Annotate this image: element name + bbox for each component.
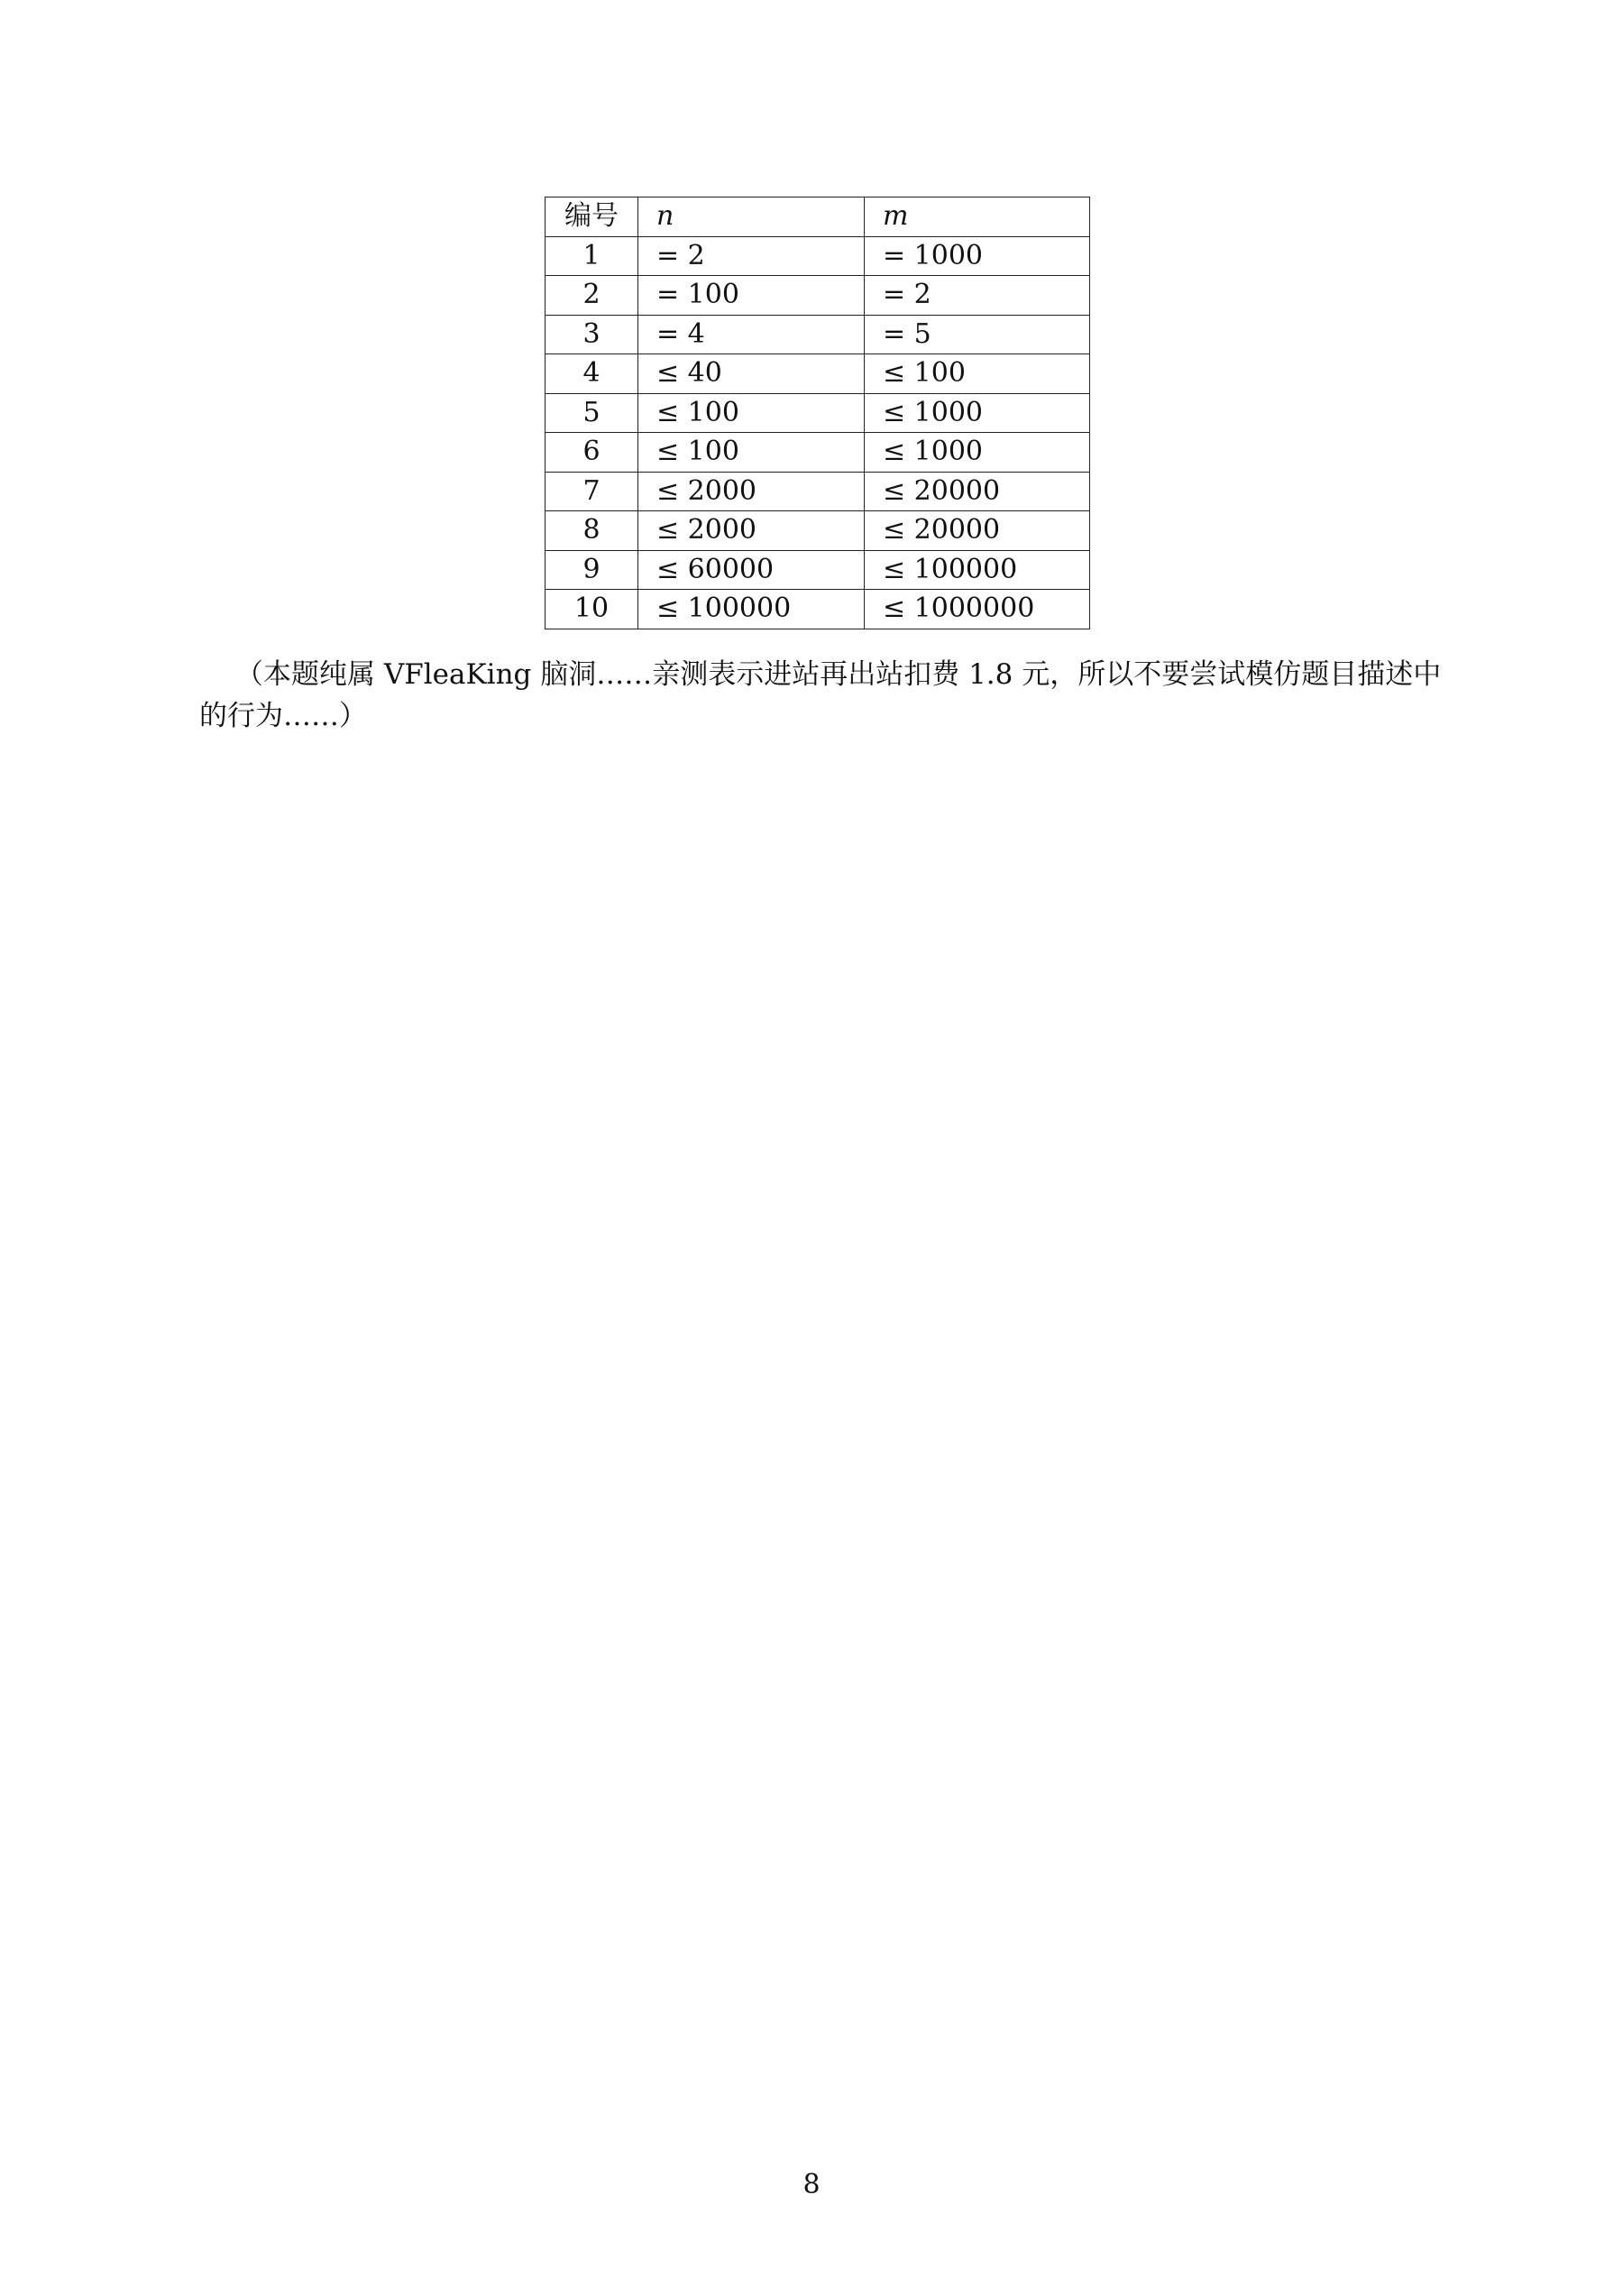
row-id: 6 [546, 433, 638, 473]
row-n: = 2 [638, 236, 865, 276]
table-row [546, 354, 1090, 394]
row-m: ≤ 1000 [865, 393, 1090, 433]
table-row [546, 590, 1090, 629]
row-n: ≤ 100 [638, 433, 865, 473]
row-m: ≤ 20000 [865, 472, 1090, 511]
row-n: = 4 [638, 315, 865, 354]
table-header-row [546, 197, 1090, 237]
header-id: 编号 [546, 197, 638, 237]
table-row [546, 236, 1090, 276]
row-id: 1 [546, 236, 638, 276]
row-id: 7 [546, 472, 638, 511]
problem-note: （本题纯属 VFleaKing 脑洞……亲测表示进站再出站扣费 1.8 元，所以不要尝试模仿题目描述中的行为……） [199, 658, 1442, 732]
row-n: ≤ 100 [638, 393, 865, 433]
row-n: ≤ 40 [638, 354, 865, 394]
row-m: ≤ 100000 [865, 550, 1090, 590]
row-n: ≤ 2000 [638, 511, 865, 551]
row-n: ≤ 60000 [638, 550, 865, 590]
row-id: 2 [546, 276, 638, 316]
table-row [546, 276, 1090, 316]
row-id: 5 [546, 393, 638, 433]
table-row [546, 433, 1090, 473]
row-m: = 5 [865, 315, 1090, 354]
row-m: ≤ 1000 [865, 433, 1090, 473]
row-m: = 2 [865, 276, 1090, 316]
table-row [546, 315, 1090, 354]
row-m: = 1000 [865, 236, 1090, 276]
page-number: 8 [802, 2169, 821, 2200]
table-row [546, 393, 1090, 433]
row-n: ≤ 2000 [638, 472, 865, 511]
table-row [546, 472, 1090, 511]
table-row [546, 550, 1090, 590]
row-m: ≤ 20000 [865, 511, 1090, 551]
row-m: ≤ 1000000 [865, 590, 1090, 629]
table-row [546, 511, 1090, 551]
row-id: 4 [546, 354, 638, 394]
row-m: ≤ 100 [865, 354, 1090, 394]
row-id: 9 [546, 550, 638, 590]
row-id: 10 [546, 590, 638, 629]
row-n: ≤ 100000 [638, 590, 865, 629]
constraints-table [545, 197, 1090, 629]
header-n: n [638, 197, 865, 237]
row-n: = 100 [638, 276, 865, 316]
header-m: m [865, 197, 1090, 237]
row-id: 8 [546, 511, 638, 551]
row-id: 3 [546, 315, 638, 354]
